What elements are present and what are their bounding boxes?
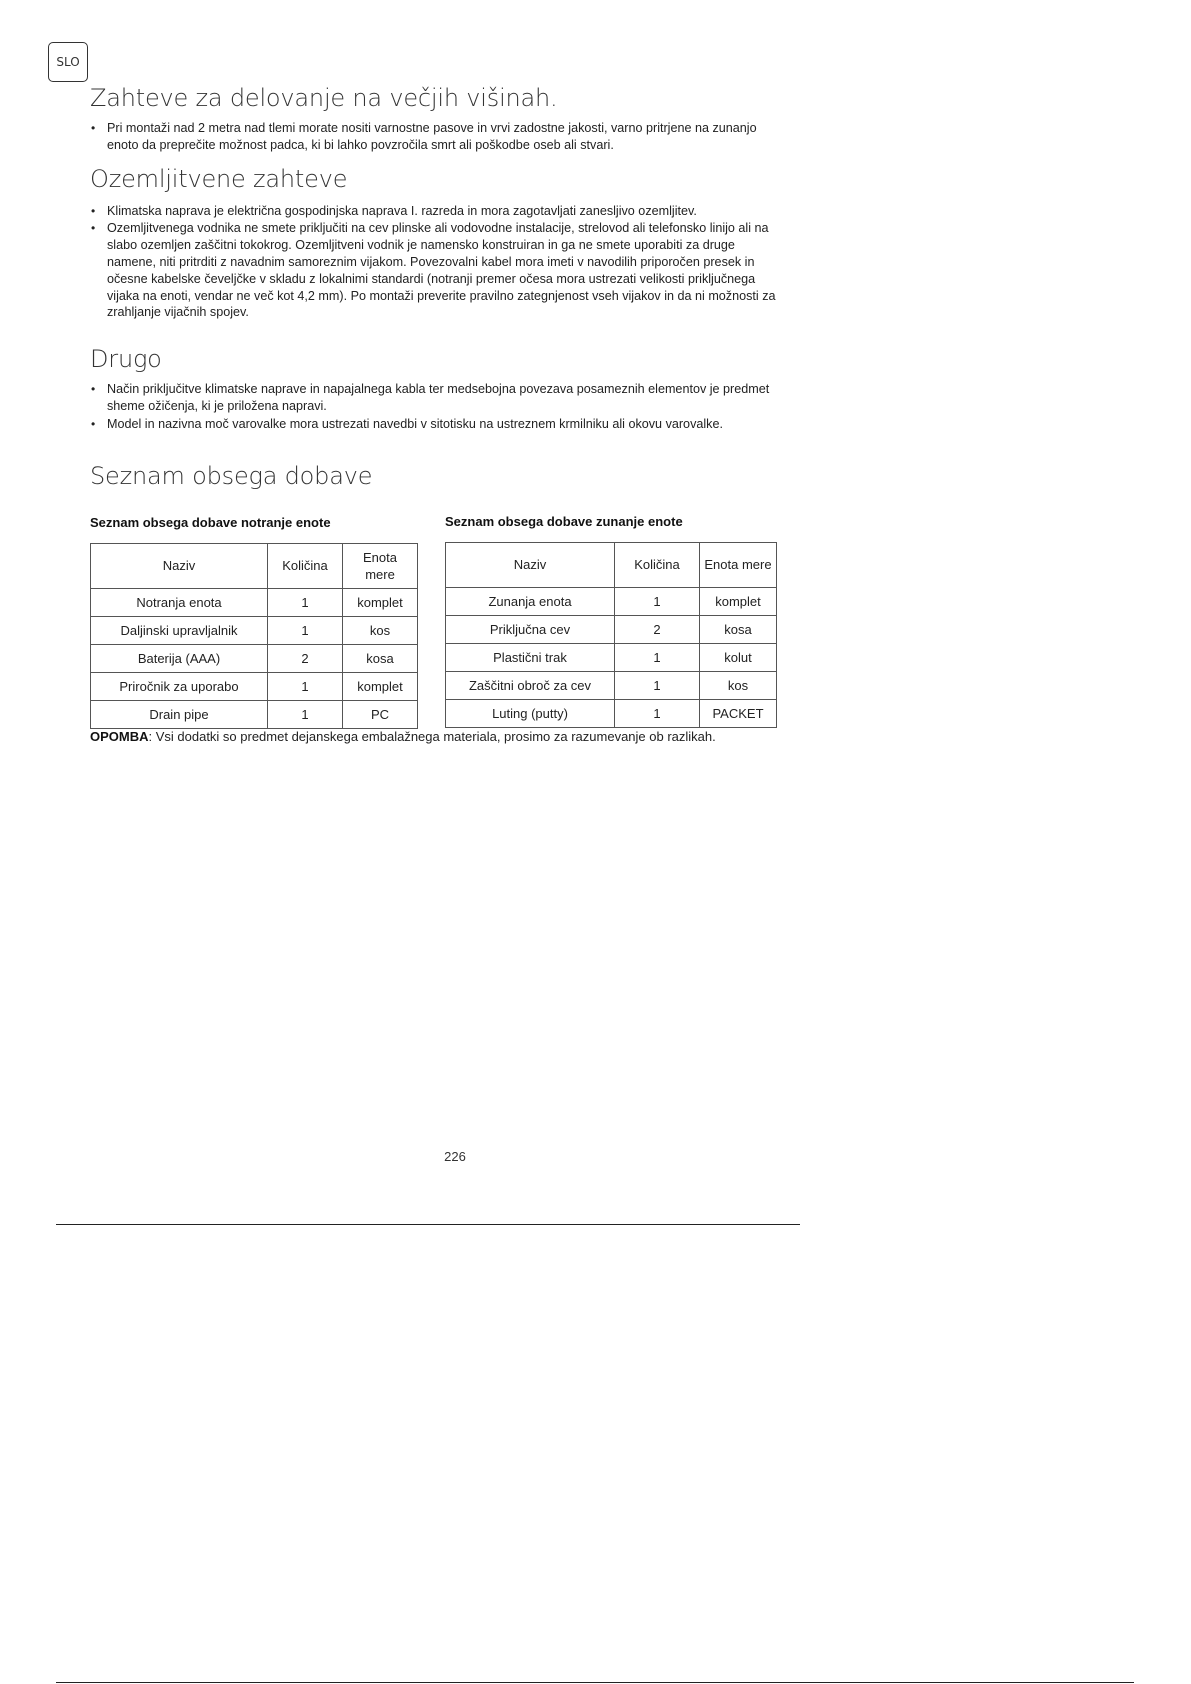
- grounding-bullet-list: [90, 203, 780, 322]
- table-cell: 1: [615, 699, 700, 727]
- language-badge: SLO: [48, 42, 88, 82]
- table-cell: 1: [268, 616, 343, 644]
- table-cell: 1: [268, 672, 343, 700]
- table-cell: Notranja enota: [91, 588, 268, 616]
- table-cell: kosa: [343, 644, 418, 672]
- other-section-title: Drugo: [90, 345, 162, 374]
- table-row: [446, 671, 777, 699]
- table-cell: kosa: [700, 615, 777, 643]
- table-cell: Luting (putty): [446, 699, 615, 727]
- column-header-unit: Enota mere: [700, 542, 777, 587]
- column-header-name: Naziv: [446, 542, 615, 587]
- table-cell: 2: [615, 615, 700, 643]
- heights-bullet-1: • Pri montaži nad 2 metra nad tlemi morate nositi varnostne pasove in vrvi zadostne jakosti, varno pritrjene na zunanjo enoto da preprečite možnost padca, ki bi lahko povzročila smrt ali poškodbe oseb ali stvari.: [90, 120, 780, 154]
- table-cell: Priročnik za uporabo: [91, 672, 268, 700]
- other-bullet-1: • Način priključitve klimatske naprave in napajalnega kabla ter medsebojna povezava posameznih elementov je predmet sheme ožičenja, ki je priložena napravi.: [90, 381, 780, 415]
- table-cell: Daljinski upravljalnik: [91, 616, 268, 644]
- table-cell: PC: [343, 700, 418, 728]
- grounding-section-title: Ozemljitvene zahteve: [90, 164, 348, 193]
- table-cell: komplet: [343, 588, 418, 616]
- table-row: [91, 644, 418, 672]
- other-bullet-list: [90, 381, 780, 432]
- table-cell: Priključna cev: [446, 615, 615, 643]
- table-cell: Plastični trak: [446, 643, 615, 671]
- table-cell: 1: [268, 588, 343, 616]
- table-cell: Drain pipe: [91, 700, 268, 728]
- table-cell: 1: [268, 700, 343, 728]
- outdoor-table-caption: Seznam obsega dobave zunanje enote: [445, 513, 683, 529]
- table-cell: kos: [700, 671, 777, 699]
- outdoor-supply-block: [445, 514, 777, 728]
- column-header-quantity: Količina: [268, 543, 343, 588]
- table-row: [91, 616, 418, 644]
- note-text: : Vsi dodatki so predmet dejanskega embalažnega materiala, prosimo za razumevanje ob razlikah.: [148, 728, 716, 744]
- indoor-supply-table: [90, 543, 418, 729]
- table-cell: Zaščitni obroč za cev: [446, 671, 615, 699]
- table-header-row: [446, 542, 777, 587]
- table-row: [91, 672, 418, 700]
- table-cell: 1: [615, 643, 700, 671]
- supply-section-title: Seznam obsega dobave: [90, 461, 373, 490]
- page-number: 226: [444, 1149, 466, 1164]
- page-divider-rule: [56, 1224, 800, 1225]
- table-cell: 2: [268, 644, 343, 672]
- heights-section-title: Zahteve za delovanje na večjih višinah.: [90, 84, 558, 112]
- indoor-supply-block: [90, 514, 418, 729]
- column-header-unit: Enota mere: [343, 543, 418, 588]
- table-cell: Baterija (AAA): [91, 644, 268, 672]
- table-row: [446, 615, 777, 643]
- heights-bullet-list: [90, 120, 780, 154]
- supply-tables: [90, 514, 780, 724]
- table-cell: 1: [615, 587, 700, 615]
- table-cell: 1: [615, 671, 700, 699]
- table-row: [91, 700, 418, 728]
- outdoor-supply-table: [445, 542, 777, 728]
- grounding-bullet-2: • Ozemljitvenega vodnika ne smete priključiti na cev plinske ali vodovodne instalacije, strelovod ali telefonsko linijo ali na slabo ozemljen zaščitni tokokrog. Ozemljitveni vodnik je namensko konstruiran in ga ne smete uporabiti za druge namene, niti pritrditi z navadnim samoreznim vijakom. Povezovalni kabel mora imeti v navodilih priporočen presek in očesne kabelske čeveljčke v skladu z lokalnimi standardi (notranji premer očesa mora ustrezati velikosti priključnega vijaka na enoti, vendar ne več kot 4,2 mm). Po montaži preverite pravilno zategnjenost vseh vijakov in da ni možnosti za zrahljanje vijačnih spojev.: [90, 220, 780, 321]
- table-row: [446, 699, 777, 727]
- table-cell: Zunanja enota: [446, 587, 615, 615]
- table-row: [446, 587, 777, 615]
- page-content: [90, 82, 780, 745]
- other-bullet-2: • Model in nazivna moč varovalke mora ustrezati navedbi v sitotisku na ustreznem krmilniku ali okovu varovalke.: [90, 416, 780, 433]
- table-row: [446, 643, 777, 671]
- table-cell: komplet: [700, 587, 777, 615]
- column-header-quantity: Količina: [615, 542, 700, 587]
- table-cell: kolut: [700, 643, 777, 671]
- table-header-row: [91, 543, 418, 588]
- indoor-table-caption: Seznam obsega dobave notranje enote: [90, 514, 331, 530]
- supply-note: [90, 728, 780, 745]
- table-cell: komplet: [343, 672, 418, 700]
- bottom-divider-rule: [56, 1682, 1134, 1683]
- table-cell: kos: [343, 616, 418, 644]
- column-header-name: Naziv: [91, 543, 268, 588]
- table-cell: PACKET: [700, 699, 777, 727]
- note-label: OPOMBA: [90, 728, 149, 744]
- grounding-bullet-1: • Klimatska naprava je električna gospodinjska naprava I. razreda in mora zagotavljati zanesljivo ozemljitev.: [90, 203, 780, 220]
- table-row: [91, 588, 418, 616]
